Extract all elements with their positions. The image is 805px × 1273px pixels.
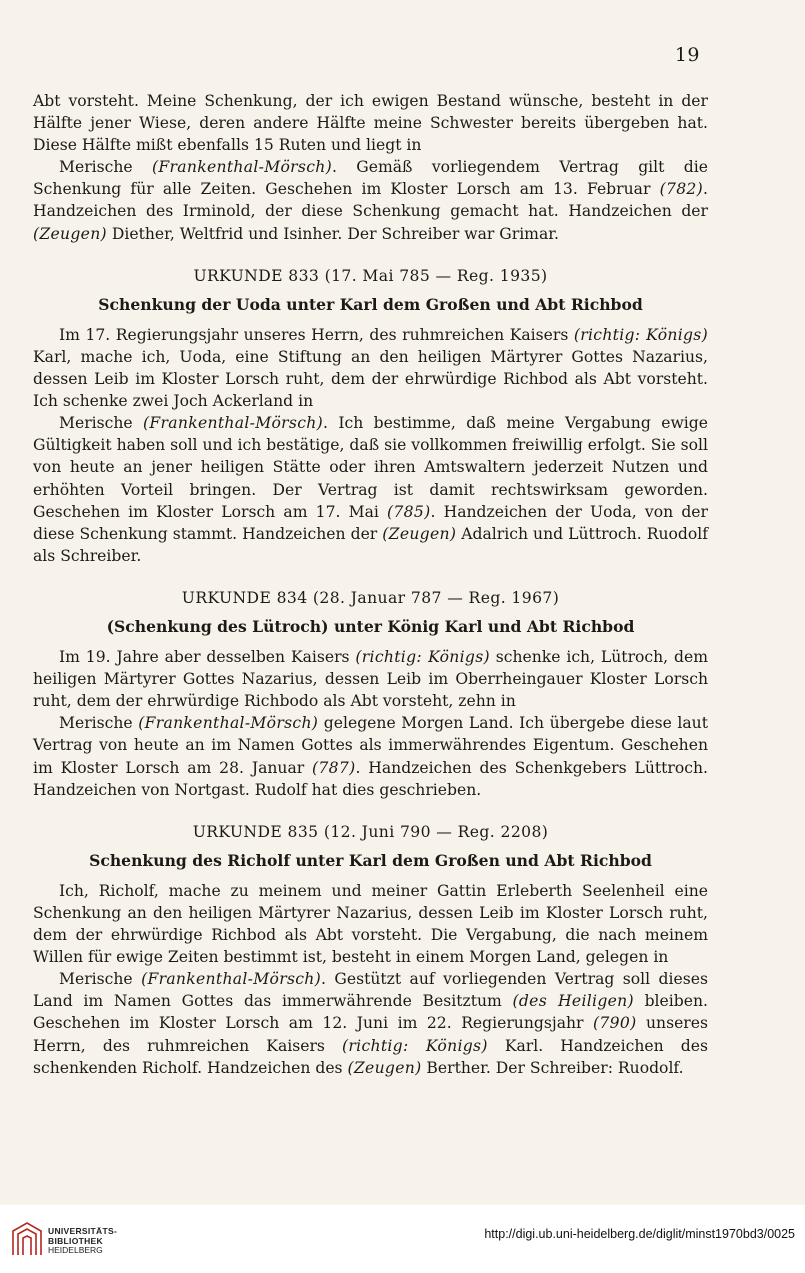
paragraph: Abt vorsteht. Meine Schenkung, der ich ewigen Bestand wünsche, besteht in der Hälfte jener Wiese, deren andere Hälfte meine Schwester bereits übergeben hat. Diese Hälfte mißt ebenfalls 15 Ruten und liegt in — [33, 92, 708, 155]
viewer-footer — [0, 1205, 805, 1273]
library-name-line: HEIDELBERG — [48, 1245, 103, 1255]
urkunde-title: (Schenkung des Lütroch) unter König Karl und Abt Richbod — [106, 616, 635, 636]
paragraph: Im 17. Regierungsjahr unseres Herrn, des ruhmreichen Kaisers (richtig: Königs) Karl, mache ich, Uoda, eine Stiftung an den heiligen Märtyrer Gottes Nazarius, dessen Leib im Kloster Lorsch ruht, dem der ehrwürdige Richbod als Abt vorsteht. Ich schenke zwei Joch Ackerland in — [33, 325, 708, 411]
urkunde-title: Schenkung der Uoda unter Karl dem Großen und Abt Richbod — [98, 294, 643, 314]
urkunde-heading: URKUNDE 835 (12. Juni 790 — Reg. 2208) — [192, 822, 549, 841]
library-name — [48, 1227, 117, 1256]
paragraph: Merische (Frankenthal-Mörsch). Gestützt auf vorliegenden Vertrag soll dieses Land im Namen Gottes das immerwährende Besitztum (des Heiligen) bleiben. Geschehen im Kloster Lorsch am 12. Juni im 22. Regierungsjahr (790) unseres Herrn, des ruhmreichen Kaisers (richtig: Königs) Karl. Handzeichen des schenkenden Richolf. Handzeichen des (Zeugen) Berther. Der Schreiber: Ruodolf. — [33, 970, 708, 1077]
library-name-line: BIBLIOTHEK — [48, 1235, 103, 1246]
heidelberg-library-logo-icon — [10, 1221, 44, 1257]
urkunde-heading: URKUNDE 833 (17. Mai 785 — Reg. 1935) — [193, 266, 548, 285]
library-name-line: UNIVERSITÄTS- — [48, 1226, 118, 1236]
paragraph: Merische (Frankenthal-Mörsch). Ich bestimme, daß meine Vergabung ewige Gültigkeit haben soll und ich bestätige, daß sie vollkommen freiwillig erfolgt. Sie soll von heute an jener heiligen Stätte oder ihren Amtswaltern jederzeit Nutzen und erhöhten Vorteil bringen. Der Vertrag ist damit rechtswirksam geworden. Geschehen im Kloster Lorsch am 17. Mai (785). Handzeichen der Uoda, von der diese Schenkung stammt. Handzeichen der (Zeugen) Adalrich und Lüttroch. Ruodolf als Schreiber. — [33, 414, 709, 565]
page-number: 19 — [674, 44, 700, 66]
paragraph: Ich, Richolf, mache zu meinem und meiner Gattin Erleberth Seelenheil eine Schenkung an den heiligen Märtyrer Nazarius, dessen Leib im Kloster Lorsch ruht, dem der ehrwürdige Richbod als Abt vorsteht. Die Vergabung, die nach meinem Willen für ewige Zeiten bestimmt ist, besteht in einem Morgen Land, gelegen in — [33, 881, 708, 967]
permalink-url[interactable]: http://digi.ub.uni-heidelberg.de/diglit/minst1970bd3/0025 — [484, 1227, 795, 1241]
page-text — [33, 90, 708, 1079]
paragraph: Merische (Frankenthal-Mörsch). Gemäß vorliegendem Vertrag gilt die Schenkung für alle Zeiten. Geschehen im Kloster Lorsch am 13. Februar (782). Handzeichen des Irminold, der diese Schenkung gemacht hat. Handzeichen der (Zeugen) Diether, Weltfrid und Isinher. Der Schreiber war Grimar. — [33, 158, 708, 243]
paragraph: Im 19. Jahre aber desselben Kaisers (richtig: Königs) schenke ich, Lütroch, dem heiligen Märtyrer Gottes Nazarius, dessen Leib im Oberrheingauer Kloster Lorsch ruht, dem der ehrwürdige Richbodo als Abt vorsteht, zehn in — [33, 648, 708, 711]
urkunde-title: Schenkung des Richolf unter Karl dem Großen und Abt Richbod — [89, 850, 652, 870]
paragraph: Merische (Frankenthal-Mörsch) gelegene Morgen Land. Ich übergebe diese laut Vertrag von heute an im Namen Gottes als immerwährendes Eigentum. Geschehen im Kloster Lorsch am 28. Januar (787). Handzeichen des Schenkgebers Lüttroch. Handzeichen von Nortgast. Rudolf hat dies geschrieben. — [33, 714, 708, 799]
urkunde-heading: URKUNDE 834 (28. Januar 787 — Reg. 1967) — [181, 588, 560, 607]
